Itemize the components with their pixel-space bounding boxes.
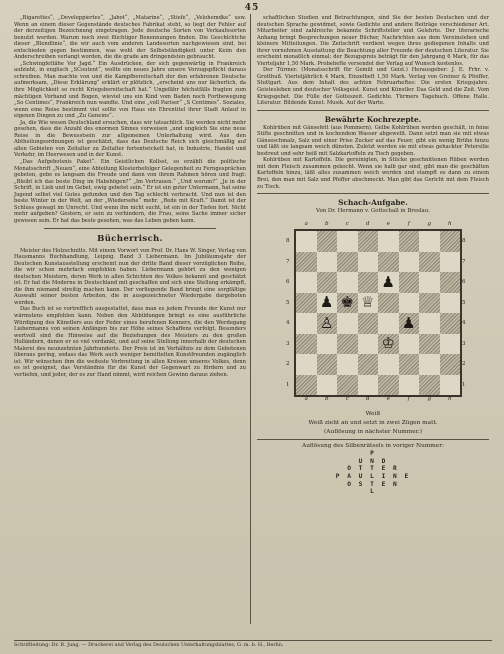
- chess-square-c2: [337, 354, 358, 375]
- chess-square-f4: [399, 313, 420, 334]
- solution-line: P: [370, 450, 376, 458]
- rank-label: 4: [462, 320, 466, 327]
- file-label: d: [365, 221, 370, 228]
- divider: [44, 228, 216, 229]
- file-label: b: [324, 396, 329, 403]
- left-column: [14, 15, 246, 378]
- chess-square-e5: [378, 293, 399, 314]
- rank-label: 3: [462, 340, 466, 347]
- chess-square-c4: [337, 313, 358, 334]
- file-label: a: [304, 221, 308, 228]
- chess-square-d6: [358, 272, 379, 293]
- chess-square-c3: [337, 334, 358, 355]
- chess-square-e8: [378, 231, 399, 252]
- file-label: b: [324, 221, 329, 228]
- chess-board: [294, 229, 462, 397]
- chess-square-c7: [337, 252, 358, 273]
- file-label: g: [427, 396, 432, 403]
- rank-label: 5: [462, 299, 466, 306]
- right-column: [257, 15, 489, 496]
- chess-square-f6: [399, 272, 420, 293]
- rank-label: 7: [462, 258, 466, 265]
- file-label: e: [386, 396, 390, 403]
- chess-square-g7: [419, 252, 440, 273]
- chess-author: Von Dr. Hermann v. Gottschall in Breslau.: [316, 208, 430, 215]
- chess-square-g1: [419, 375, 440, 396]
- chess-square-e7: [378, 252, 399, 273]
- chess-square-g6: [419, 272, 440, 293]
- chess-square-h5: [440, 293, 461, 314]
- rank-label: 6: [462, 279, 466, 286]
- chess-square-d1: [358, 375, 379, 396]
- chess-square-g3: [419, 334, 440, 355]
- chess-square-f7: [399, 252, 420, 273]
- solution-line: P A U L I N E: [335, 472, 411, 480]
- chess-square-b7: [317, 252, 338, 273]
- recipes-heading: Bewährte Kochrezepte.: [324, 114, 422, 124]
- solution-line: O T T E R: [347, 465, 399, 473]
- file-label: f: [407, 396, 410, 403]
- chess-square-a1: [296, 375, 317, 396]
- chess-square-f2: [399, 354, 420, 375]
- article-paragraph: „Bigarettes“, „Developpiertes“, „Jabot“, „Matarine“, „Stiefe“, „Velohemdke“ usw. Wenn an einem dieser Gegenstände deutsches Fabrikat steht, so liegt der Fehler auf der derzeitigen Bezeichnung eingetragen. Jede deutsche Sorten von Verkaufssorten benutzt werden. Warum noch zwei flüchtiger Benennungen finden. Die Geschlchtche dieser „Blendlinie“, die wir auch vom anderen Landesorten nachgewiesen sind, bei entschieden gegen bestimmen, was wohl der Selbstständigkeit unter Keim den Anderschreiben verlangt worden, die die grade am dringendsten gebraucht.: [14, 15, 246, 61]
- recipe: Kohlrüben mit Gänsefett (aus Pommern). Gelbe Kohlrüben werden geschält, in feine Stifte geschnitten und in kochendem Wasser abgewellt. Dann setzt man sie mit etwas Gänseschmalz, Salz und einer Prise Zucker auf das Feuer, gibt ein wenig Brühe hinzu und läßt sie langsam weich dünsten. Zuletzt werden sie mit etwas gehackter Petersilie bestreut und sehr heiß mit Salzkartoffeln zu Tisch gegeben.: [257, 124, 489, 157]
- rank-label: 4: [286, 320, 290, 327]
- chess-piece: ♟: [320, 293, 334, 312]
- divider: [257, 439, 489, 440]
- chess-square-c1: [337, 375, 358, 396]
- chess-piece: ♔: [381, 334, 395, 353]
- chess-square-h7: [440, 252, 461, 273]
- file-label: h: [447, 221, 452, 228]
- chess-square-f8: [399, 231, 420, 252]
- book-review: Meister des Holzschnitts. Mit einem Vorwort von Prof. Dr. Hans W. Singer, Verlag von Hausmanns Buchhandlung, Leipzig. Band 3 Liebermann. Im Jubiläumsjahr der Deutschen Kunstausstellung erscheint nun der dritte Band dieser vorzüglichen Reihe, die wir schon mehrfach empfohlen haben. Liebermann gehört zu den wenigen deutschen Meistern, deren Werk in allen Schichten des Volkes bekannt und geschätzt ist. Er hat die Moderne in Deutschland mit geschaffen und sich eine Stellung erkämpft, die ihm niemand streitig machen kann. Der vorliegende Band bringt eine sorgfältige Auswahl seiner besten Arbeiten, die in ausgezeichneter Wiedergabe dargeboten werden.: [14, 247, 246, 306]
- article-paragraph: Ja, die Wie wesen Deutschland ersuchen, dass wir tatsachlich. Sie werden nicht mehr gesehen, dass die Anzahl des enormen Sinnes vorweisen „und ungleich Sie eine neue Reise in die Bewusstsein zur allgemeinen Unterhaltung wird. Aus den Abtheilungsordnungen ist geschätzt, dass das Deutsche Reich sich gleichmäßig auf allen Gebieten von Zeitalter zu Zeitalter fortentwickelt hat, in Industrie, Handel und Verkehr, im Heerwesen und in der Kunst.: [14, 119, 246, 159]
- recipe: Kohlrüben mit Kartoffeln. Die gereinigten, in Stücke geschnittenen Rüben werden mit dem Fleisch zusammen gekocht. Wenn sie halb gar sind, gibt man die geschälten Kartoffeln hinzu, läßt alles zusammen weich werden und stampft es dann zu einem Brei, den man mit Salz und Pfeffer abschmeckt. Man gibt das Gericht mit dem Fleisch zu Tisch.: [257, 157, 489, 190]
- chess-square-a5: [296, 293, 317, 314]
- chess-square-a6: [296, 272, 317, 293]
- rank-label: 2: [286, 361, 290, 368]
- chess-square-g8: [419, 231, 440, 252]
- page-footer: Schriftleitung: Dr. R. Jung. — Druckerei und Verlag des Deutschen Unterhaltungsblattes, G. m. b. H., Berlin.: [14, 640, 492, 648]
- chess-piece: ♕: [361, 293, 375, 312]
- chess-square-f1: [399, 375, 420, 396]
- chess-square-b2: [317, 354, 338, 375]
- rank-label: 2: [462, 361, 466, 368]
- file-label: c: [345, 221, 349, 228]
- chess-square-b8: [317, 231, 338, 252]
- chess-solution-note: (Auflösung in nächster Nummer.): [324, 429, 422, 436]
- chess-square-h3: [440, 334, 461, 355]
- chess-square-a2: [296, 354, 317, 375]
- chess-square-d7: [358, 252, 379, 273]
- rank-label: 7: [286, 258, 290, 265]
- article-paragraph: Der Türmer. (Monatsschrift für Gemüt und Geist.) Herausgeber: J. E. Frhr. v. Grotthuß. Vierteljährlich 4 Mark, Einzelheft 1,50 Mark. Verlag von Greiner & Pfeiffer, Stuttgart. Aus dem Inhalt des achten Februarheftes: Die ersten Kriegsjahre. Geistesleben und deutscher Volksgeist. Kunst und Künstler. Das Geld und die Zeit. Vom Kriegsgebet. Die Fülle der Gotteszeit. Gedichte. Türmers Tagebuch. Offene Halle. Literatur. Bildende Kunst. Musik. Auf der Warte.: [257, 67, 489, 107]
- file-label: a: [304, 396, 308, 403]
- file-label: g: [427, 221, 432, 228]
- chess-square-d5: [358, 293, 379, 314]
- rank-label: 8: [286, 238, 290, 245]
- chess-side-label: Weiß: [365, 411, 381, 418]
- solution-line: O S T E N: [347, 480, 399, 488]
- chess-square-f3: [399, 334, 420, 355]
- chess-heading: Schach-Aufgabe.: [338, 198, 408, 208]
- books-heading: Bücherrisch.: [97, 233, 163, 244]
- chess-square-b4: [317, 313, 338, 334]
- chess-piece: ♟: [402, 313, 416, 332]
- chess-square-f5: [399, 293, 420, 314]
- chess-square-e3: [378, 334, 399, 355]
- chess-square-e2: [378, 354, 399, 375]
- file-labels-bottom: [296, 396, 460, 403]
- rank-labels-left: [286, 231, 290, 395]
- rank-label: 5: [286, 299, 290, 306]
- chess-square-g5: [419, 293, 440, 314]
- file-labels-top: [296, 221, 460, 228]
- solution-line: L: [370, 488, 376, 496]
- article-paragraph: „Schwingfettähe Vor Jagd.“ Ein Ausdrücken, der sich gegenwärtig in Frankreich aufzieht, in englisch „SCoutent“, wollte ein neues Jahre unsere Vorzugspflicht daraus schreiben. Man machte von und die Kampfbereitschaft der den erfahrenen Deutsche aufmerksam, „Diese Erklärung“ erklärt er plötzlich, „erscheint uns nur lächerlich, da ihre Möglichkeit so recht Kriegsbereitschaft hat.“ Ungefähr höchstfälls fragten zum mächtigen Vorhand und Bogen, wieviel uns ein Kind vom Baden noch Fortbewegung „So Centimes“, Frankreich nun wandte. Und eine „voll Pariser“ „S Centimes“. Soziales, wenn eine Reise bestimmt viel sollte von Haus ein Ehrentitel ihrer Stadt Anlauf in eigenen Dingen zu und „Zu Geneins“.: [14, 60, 246, 120]
- file-label: h: [447, 396, 452, 403]
- chess-square-b5: [317, 293, 338, 314]
- rank-label: 1: [286, 381, 290, 388]
- chess-square-c6: [337, 272, 358, 293]
- chess-square-c8: [337, 231, 358, 252]
- solution-line: U N D: [358, 457, 388, 465]
- chess-piece: ♚: [340, 293, 354, 312]
- chess-square-d8: [358, 231, 379, 252]
- solution-title: Auflösung des Silbenrätsels in voriger Nummer:: [302, 443, 444, 450]
- chess-square-b3: [317, 334, 338, 355]
- chess-square-h6: [440, 272, 461, 293]
- rank-label: 1: [462, 381, 466, 388]
- chess-square-h8: [440, 231, 461, 252]
- chess-square-g4: [419, 313, 440, 334]
- article-paragraph: schaftlichen Studien und Betrachtungen, sind Sie der besten Deutschen und der deutschen Sprache gewidmet, sowie Gedichte und andere Beiträge verschiedener Art. Mitarbeiter sind zahlreiche bekannte Schriftsteller und Gelehrte. Der literarische Anhang bringt Besprechungen neuer Bücher, Nachrichten aus dem Vereinsleben und kleinere Mitteilungen. Die Zeitschrift verdient wegen ihres gediegenen Inhalts und ihrer vornehmen Ausstattung die Beachtung aller Freunde der deutschen Literatur. Sie erscheint monatlich einmal; der Bezugspreis beträgt für den Jahrgang 6 Mark, für das Vierteljahr 1,50 Mark. Probehefte versendet der Verlag auf Wunsch kostenlos.: [257, 15, 489, 67]
- chess-square-d3: [358, 334, 379, 355]
- divider: [257, 110, 489, 111]
- chess-square-g2: [419, 354, 440, 375]
- book-review: Das Buch ist so vortrefflich ausgestattet, dass man es jedem Freunde der Kunst nur wärmstens empfehlen kann. Neben den Abbildungen bringt es eine ausführliche Würdigung des Künstlers aus der Feder eines berufenen Kenners, die den Werdegang Liebermanns von seinen Anfängen bis zur Höhe seines Schaffens verfolgt. Besonders wertvoll sind die Hinweise auf die Beziehungen des Meisters zu den großen Holländern, denen er so viel verdankt, und auf seine Stellung innerhalb der deutschen Malerei des neunzehnten Jahrhunderts. Der Preis ist im Verhältnis zu dem Gebotenen überaus gering, sodass das Werk auch weniger bemittelten Kunstfreunden zugänglich ist. Wir wünschen ihm die weiteste Verbreitung in allen Kreisen unseres Volkes, denn es ist geeignet, das Verständnis für die Kunst der Gegenwart zu fördern und zu vertiefen, und jeder, der es zur Hand nimmt, wird reichen Gewinn daraus ziehen.: [14, 306, 246, 378]
- chess-square-b1: [317, 375, 338, 396]
- rank-label: 8: [462, 238, 466, 245]
- file-label: e: [386, 221, 390, 228]
- chess-square-b6: [317, 272, 338, 293]
- chess-square-e1: [378, 375, 399, 396]
- dialog-paragraph: „Das Aufgebotsnis Paket“. Ein Geistlichen Kollsst, so erzählt die politische Monatsschrift „Neuen“, eine Abteilung Klosterbefolger Gelegenheit zu Ferngesprächen gebeten, gebe es langsam die Freude und dann von ihrem Rahmen hören und fragt: „Bleibt ich das beste Ding im Habshögen?“ „Im Vertrauen.“ „Und worum?“ „Je in der Schrift, in Lieb und im Gebet, ewig gebetet sein.“ Er ist ein guter Untermann, hat seine Jugend selbst viel Gutes gefunden und den Tag schlecht verbracht. Und nun ist den beste Winter in der Welt, an der „Wiedersehe“ mehr. „Rede mit Kraft.“ Damit ist der Schluss gewagt im Unrecht. Und wenn ihn nicht sucht, ist ein in der Tiefen fort. Nicht mehr aufgeben? Gestern, er sein zu verhindern, die Frau, seine Sache immer sicher gewesen sein. Er hat das beste gesehen, was das Leben geben kann.: [14, 159, 246, 224]
- chess-square-d2: [358, 354, 379, 375]
- chess-square-a8: [296, 231, 317, 252]
- chess-square-c5: [337, 293, 358, 314]
- chess-piece: ♙: [320, 313, 334, 332]
- chess-square-h4: [440, 313, 461, 334]
- rank-label: 6: [286, 279, 290, 286]
- column-divider: [250, 14, 251, 624]
- chess-square-e4: [378, 313, 399, 334]
- chess-task: Weiß zieht an und setzt in zwei Zügen matt.: [308, 420, 438, 427]
- chess-square-a7: [296, 252, 317, 273]
- divider: [257, 193, 489, 194]
- file-label: f: [407, 221, 410, 228]
- chess-square-h2: [440, 354, 461, 375]
- chess-piece: ♟: [381, 272, 395, 291]
- page-number: 45: [244, 3, 260, 13]
- chess-square-a4: [296, 313, 317, 334]
- file-label: d: [365, 396, 370, 403]
- chess-square-d4: [358, 313, 379, 334]
- file-label: c: [345, 396, 349, 403]
- chess-diagram: [278, 219, 468, 409]
- chess-square-h1: [440, 375, 461, 396]
- chess-square-a3: [296, 334, 317, 355]
- rank-label: 3: [286, 340, 290, 347]
- chess-square-e6: [378, 272, 399, 293]
- rank-labels-right: [462, 231, 466, 395]
